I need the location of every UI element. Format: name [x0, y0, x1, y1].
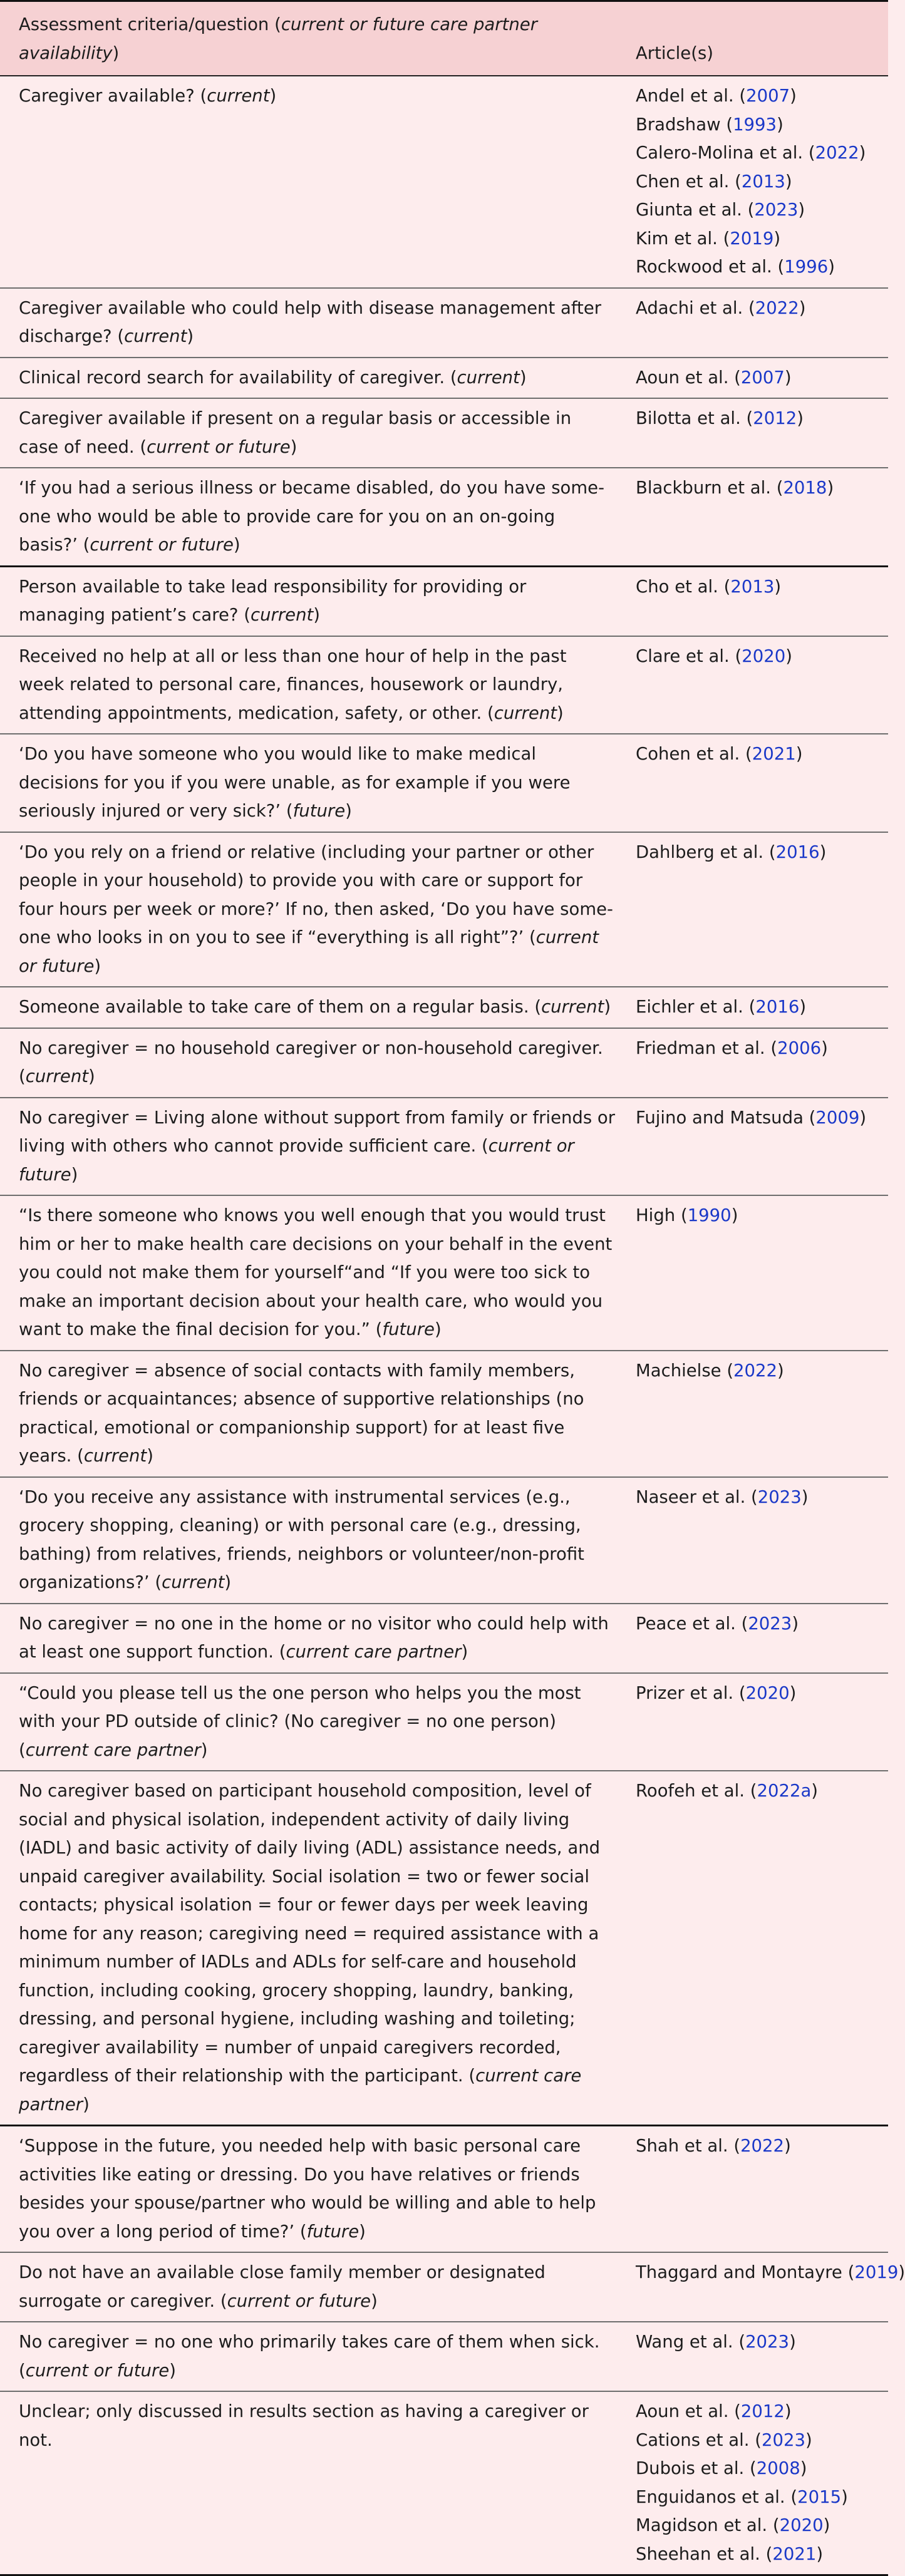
criteria-availability-tag: current care partner	[25, 1739, 201, 1760]
criteria-text: No caregiver = Living alone without support from family or friends or living with others who cannot provide sufficient care. (	[19, 1107, 616, 1156]
criteria-availability-tag: current or future	[147, 436, 291, 457]
article-close-paren: )	[819, 842, 827, 862]
article-authors: Bradshaw (	[636, 114, 733, 135]
article-close-paren: )	[821, 1038, 828, 1058]
criteria-text: )	[313, 605, 321, 625]
article-authors: Adachi et al. (	[636, 297, 755, 318]
article-authors: Kim et al. (	[636, 228, 730, 249]
table-row	[0, 566, 888, 636]
criteria-availability-tag: future	[306, 2221, 359, 2242]
criteria-availability-tag: current or future	[227, 2290, 371, 2311]
article-citation	[636, 2540, 882, 2569]
criteria-availability-tag: current	[124, 326, 187, 346]
article-year-link[interactable]: 2018	[783, 478, 827, 498]
criteria-cell	[0, 1195, 628, 1351]
table-row	[0, 2126, 888, 2253]
criteria-cell	[0, 2391, 628, 2575]
articles-cell	[628, 987, 888, 1028]
article-citation	[636, 82, 882, 111]
criteria-text: )	[94, 956, 101, 976]
article-close-paren: )	[859, 143, 866, 163]
article-citation	[636, 2483, 882, 2512]
criteria-text: ‘Do you rely on a friend or relative (including your partner or other people in your household) to provide you with care or support for four hours per week or more?’ If no, then asked, ‘Do you have some-one who looks in on you to see if “everything is all right”?’ (	[19, 842, 613, 947]
articles-cell	[628, 566, 888, 636]
criteria-cell	[0, 566, 628, 636]
criteria-text: No caregiver = no household caregiver or non-household caregiver. (	[19, 1038, 603, 1086]
table-row	[0, 832, 888, 987]
criteria-text: Do not have an available close family member or designated surrogate or caregiver. (	[19, 2262, 546, 2311]
criteria-cell	[0, 1673, 628, 1771]
table-row	[0, 636, 888, 734]
criteria-cell	[0, 1028, 628, 1098]
article-close-paren: )	[785, 646, 792, 666]
article-year-link[interactable]: 2023	[745, 2332, 790, 2352]
criteria-cell	[0, 2252, 628, 2322]
article-authors: Enguidanos et al. (	[636, 2486, 798, 2507]
article-authors: Prizer et al. (	[636, 1682, 746, 1703]
criteria-text: Unclear; only discussed in results section as having a caregiver or not.	[19, 2401, 589, 2450]
criteria-availability-tag: current	[83, 1446, 147, 1466]
criteria-text: )	[233, 535, 240, 555]
criteria-cell	[0, 1477, 628, 1604]
articles-cell	[628, 1195, 888, 1351]
criteria-text: Someone available to take care of them on a regular basis. (	[19, 997, 542, 1017]
article-authors: Sheehan et al. (	[636, 2543, 773, 2564]
criteria-cell	[0, 468, 628, 566]
article-year-link[interactable]: 2007	[740, 367, 785, 388]
article-authors: Eichler et al. (	[636, 997, 756, 1017]
criteria-availability-tag: current	[457, 367, 520, 388]
article-citation	[636, 2259, 905, 2287]
criteria-column-header: Assessment criteria/question (current or future care partner availability)	[0, 1, 628, 76]
article-close-paren: )	[777, 114, 783, 135]
articles-cell	[628, 2252, 905, 2322]
article-close-paren: )	[784, 2401, 792, 2421]
article-close-paren: )	[785, 171, 792, 192]
articles-cell	[628, 1351, 888, 1477]
table-row	[0, 358, 888, 399]
article-year-link[interactable]: 2022a	[757, 1781, 812, 1801]
criteria-text: ‘Do you have someone who you would like to make medical decisions for you if you were unable, as for example if you were seriously injured or very sick?’ (	[19, 744, 571, 821]
article-year-link[interactable]: 2016	[775, 842, 820, 862]
article-authors: Peace et al. (	[636, 1613, 748, 1634]
article-citation	[636, 2426, 882, 2455]
criteria-text: )	[604, 997, 611, 1017]
article-close-paren: )	[795, 744, 803, 764]
article-year-link[interactable]: 2023	[748, 1613, 792, 1634]
article-year-link[interactable]: 2023	[757, 1486, 802, 1507]
table-row	[0, 734, 888, 832]
article-close-paren: )	[800, 2458, 807, 2478]
table-row	[0, 2252, 888, 2322]
articles-cell	[628, 1604, 888, 1673]
criteria-text: Caregiver available who could help with disease management after discharge? (	[19, 297, 602, 346]
criteria-cell	[0, 1604, 628, 1673]
criteria-text: Caregiver available if present on a regular basis or accessible in case of need. (	[19, 408, 572, 457]
articles-cell	[628, 1028, 888, 1098]
article-close-paren: )	[799, 997, 807, 1017]
table-row	[0, 1098, 888, 1196]
criteria-text: )	[71, 1164, 78, 1185]
criteria-availability-tag: current	[162, 1572, 225, 1592]
criteria-text: )	[269, 86, 277, 106]
criteria-availability-tag: current	[541, 997, 604, 1017]
articles-column-header: Article(s)	[628, 1, 888, 76]
article-close-paren: )	[789, 2332, 796, 2352]
table-row	[0, 1673, 888, 1771]
article-authors: Dahlberg et al. (	[636, 842, 776, 862]
article-close-paren: )	[798, 200, 805, 220]
table-row	[0, 1195, 888, 1351]
criteria-availability-tag: future	[382, 1319, 435, 1339]
articles-cell	[628, 2322, 888, 2391]
article-citation	[636, 196, 882, 225]
articles-cell	[628, 288, 888, 358]
article-year-link[interactable]: 2023	[754, 200, 799, 220]
criteria-cell	[0, 1098, 628, 1196]
article-authors: Bilotta et al. (	[636, 408, 753, 428]
criteria-cell	[0, 832, 628, 987]
article-authors: Cho et al. (	[636, 576, 731, 597]
article-year-link[interactable]: 1993	[733, 114, 777, 135]
article-citation	[636, 2132, 882, 2161]
table-row	[0, 468, 888, 566]
article-citation	[636, 139, 882, 168]
article-citation	[636, 111, 882, 140]
article-year-link[interactable]: 2019	[854, 2262, 899, 2282]
criteria-cell	[0, 636, 628, 734]
article-year-link[interactable]: 2020	[779, 2515, 824, 2535]
criteria-availability-tag: current	[494, 703, 557, 723]
article-citation	[636, 1679, 882, 1708]
article-citation	[636, 642, 882, 671]
article-authors: Aoun et al. (	[636, 2401, 741, 2421]
article-close-paren: )	[811, 1781, 819, 1801]
article-year-link[interactable]: 2020	[745, 1682, 790, 1703]
article-authors: Fujino and Matsuda (	[636, 1107, 816, 1128]
article-year-link[interactable]: 2022	[815, 143, 859, 163]
table-row	[0, 987, 888, 1028]
article-authors: Calero-Molina et al. (	[636, 143, 815, 163]
article-citation	[636, 2512, 882, 2540]
articles-cell	[628, 1771, 888, 2126]
table-header-row	[0, 1, 888, 76]
table-row	[0, 2322, 888, 2391]
article-citation	[636, 838, 882, 867]
article-authors: High (	[636, 1205, 688, 1225]
criteria-cell	[0, 734, 628, 832]
article-close-paren: )	[784, 2136, 791, 2156]
article-close-paren: )	[827, 478, 834, 498]
criteria-text: “Is there someone who knows you well enough that you would trust him or her to make health care decisions on your behalf in the event you could not make them for yourself“and “If you were too sick to make an important decision about your health care, who would you want to make the final decision for you.” (	[19, 1205, 613, 1339]
articles-cell	[628, 734, 888, 832]
articles-cell	[628, 398, 888, 468]
table-body	[0, 76, 905, 2575]
article-citation	[636, 2455, 882, 2483]
criteria-text: Caregiver available? (	[19, 86, 207, 106]
articles-cell	[628, 76, 888, 288]
article-close-paren: )	[828, 257, 835, 277]
criteria-availability-tag: current or future	[25, 2360, 170, 2381]
article-citation	[636, 1777, 882, 1806]
criteria-text: No caregiver = absence of social contacts with family members, friends or acquaintances; absence of supportive relationships (no practical, emotional or companionship support) for at least five years. (	[19, 1360, 584, 1466]
criteria-text: )	[519, 367, 527, 388]
article-year-link[interactable]: 2016	[755, 997, 800, 1017]
article-close-paren: )	[773, 228, 781, 249]
criteria-cell	[0, 1771, 628, 2126]
articles-cell	[628, 636, 888, 734]
article-citation	[636, 404, 882, 433]
article-citation	[636, 2398, 882, 2426]
article-citation	[636, 168, 882, 197]
article-close-paren: )	[797, 408, 804, 428]
criteria-text: ‘Do you receive any assistance with instrumental services (e.g., grocery shopping, cleaning) or with personal care (e.g., dressing, bathing) from relatives, friends, neighbors or volunteer/non-profit organizations?’ (	[19, 1486, 584, 1592]
article-citation	[636, 294, 882, 323]
articles-cell	[628, 358, 888, 399]
table-row	[0, 76, 888, 288]
article-authors: Clare et al. (	[636, 646, 742, 666]
criteria-text: )	[557, 703, 564, 723]
table-row	[0, 2391, 888, 2575]
table-row	[0, 1604, 888, 1673]
criteria-availability-tag: future	[292, 801, 346, 821]
article-authors: Wang et al. (	[636, 2332, 746, 2352]
criteria-text: )	[345, 801, 352, 821]
criteria-cell	[0, 1351, 628, 1477]
article-close-paren: )	[799, 297, 806, 318]
articles-cell	[628, 832, 888, 987]
table-row	[0, 1028, 888, 1098]
article-citation	[636, 1202, 882, 1230]
article-citation	[636, 573, 882, 602]
criteria-cell	[0, 288, 628, 358]
article-close-paren: )	[816, 2543, 824, 2564]
criteria-availability-tag: current or future	[19, 1136, 574, 1185]
article-year-link[interactable]: 2006	[777, 1038, 822, 1058]
criteria-text: )	[224, 1572, 232, 1592]
table-row	[0, 288, 888, 358]
criteria-text: )	[290, 436, 297, 457]
criteria-availability-tag: current	[207, 86, 270, 106]
article-year-link[interactable]: 2009	[815, 1107, 860, 1128]
article-year-link[interactable]: 2023	[761, 2429, 805, 2450]
criteria-text: )	[83, 2094, 90, 2115]
criteria-text: )	[169, 2360, 176, 2381]
article-citation	[636, 1034, 882, 1063]
criteria-text: )	[187, 326, 194, 346]
article-authors: Cohen et al. (	[636, 744, 752, 764]
article-authors: Aoun et al. (	[636, 367, 741, 388]
criteria-text: )	[434, 1319, 442, 1339]
criteria-cell	[0, 76, 628, 288]
criteria-text: Clinical record search for availability of caregiver. (	[19, 367, 457, 388]
criteria-availability-tag: current	[25, 1066, 89, 1086]
article-authors: Blackburn et al. (	[636, 478, 783, 498]
criteria-availability-tag: current or future	[19, 927, 599, 976]
article-year-link[interactable]: 2022	[740, 2136, 785, 2156]
criteria-text: No caregiver based on participant household composition, level of social and physical isolation, independent activity of daily living (IADL) and basic activity of daily living (ADL) assistance needs, and unpaid caregiver availability. Social isolation = two or fewer social contacts; physical isolation = four or fewer days per week leaving home for any reason; caregiving need = required assistance with a minimum number of IADLs and ADLs for self-care and household function, including cooking, grocery shopping, laundry, banking, dressing, and personal hygiene, including washing and toileting; caregiver availability = number of unpaid caregivers recorded, regardless of their relationship with the participant. (	[19, 1781, 601, 2086]
criteria-availability-tag: current or future	[90, 535, 234, 555]
articles-cell	[628, 2126, 888, 2253]
criteria-cell	[0, 2126, 628, 2253]
criteria-text: )	[461, 1642, 468, 1662]
article-close-paren: )	[841, 2486, 848, 2507]
criteria-availability-tag: current care partner	[286, 1642, 462, 1662]
article-year-link[interactable]: 2012	[753, 408, 797, 428]
articles-cell	[628, 1673, 888, 1771]
article-citation	[636, 993, 882, 1022]
article-year-link[interactable]: 2013	[741, 171, 785, 192]
articles-cell	[628, 468, 888, 566]
article-close-paren: )	[792, 1613, 799, 1634]
criteria-cell	[0, 358, 628, 399]
article-close-paren: )	[790, 86, 797, 106]
article-year-link[interactable]: 2019	[730, 228, 774, 249]
article-year-link[interactable]: 2008	[756, 2458, 800, 2478]
criteria-text: ‘Suppose in the future, you needed help with basic personal care activities like eating or dressing. Do you have relatives or friends besides your spouse/partner who would be willing and able to help you over a long period of time?’ (	[19, 2136, 596, 2242]
article-citation	[636, 253, 882, 282]
criteria-text: )	[147, 1446, 153, 1466]
articles-cell	[628, 1098, 888, 1196]
article-close-paren: )	[731, 1205, 738, 1225]
articles-cell	[628, 1477, 888, 1604]
article-year-link[interactable]: 2012	[740, 2401, 785, 2421]
criteria-availability-tag: current	[250, 605, 314, 625]
criteria-availability-tag: current care partner	[19, 2066, 582, 2115]
article-close-paren: )	[898, 2262, 905, 2282]
article-close-paren: )	[777, 1360, 784, 1381]
article-close-paren: )	[823, 2515, 830, 2535]
article-citation	[636, 740, 882, 769]
article-citation	[636, 364, 882, 393]
criteria-text: ‘If you had a serious illness or became disabled, do you have some-one who would be able to provide care for you on an on-going basis?’ (	[19, 478, 604, 555]
article-citation	[636, 1483, 882, 1512]
article-year-link[interactable]: 2007	[746, 86, 790, 106]
criteria-cell	[0, 987, 628, 1028]
table-row	[0, 1771, 888, 2126]
criteria-text: No caregiver = no one who primarily takes care of them when sick. (	[19, 2332, 600, 2381]
article-year-link[interactable]: 2022	[733, 1360, 778, 1381]
article-citation	[636, 225, 882, 254]
table-row	[0, 398, 888, 468]
article-authors: Shah et al. (	[636, 2136, 741, 2156]
article-year-link[interactable]: 2021	[752, 744, 796, 764]
article-citation	[636, 2328, 882, 2357]
article-authors: Rockwood et al. (	[636, 257, 785, 277]
article-authors: Chen et al. (	[636, 171, 742, 192]
article-authors: Magidson et al. (	[636, 2515, 780, 2535]
criteria-cell	[0, 2322, 628, 2391]
article-citation	[636, 1610, 882, 1639]
articles-cell	[628, 2391, 888, 2575]
article-year-link[interactable]: 2015	[797, 2486, 842, 2507]
article-year-link[interactable]: 2013	[730, 576, 775, 597]
criteria-text: Received no help at all or less than one hour of help in the past week related to personal care, finances, housework or laundry, attending appointments, medication, safety, or other. (	[19, 646, 567, 723]
table-row	[0, 1477, 888, 1604]
article-authors: Roofeh et al. (	[636, 1781, 757, 1801]
criteria-text: )	[88, 1066, 95, 1086]
article-close-paren: )	[789, 1682, 797, 1703]
article-close-paren: )	[774, 576, 782, 597]
criteria-cell	[0, 398, 628, 468]
criteria-text: “Could you please tell us the one person who helps you the most with your PD outside of clinic? (No caregiver = no one person) (	[19, 1682, 581, 1760]
article-authors: Naseer et al. (	[636, 1486, 758, 1507]
article-authors: Andel et al. (	[636, 86, 747, 106]
article-close-paren: )	[859, 1107, 867, 1128]
article-authors: Friedman et al. (	[636, 1038, 778, 1058]
article-authors: Giunta et al. (	[636, 200, 755, 220]
criteria-text: Person available to take lead responsibility for providing or managing patient’s care? (	[19, 576, 527, 625]
criteria-text: )	[359, 2221, 366, 2242]
article-close-paren: )	[784, 367, 792, 388]
article-citation	[636, 1104, 882, 1133]
table-row	[0, 1351, 888, 1477]
criteria-text: )	[371, 2290, 378, 2311]
article-close-paren: )	[805, 2429, 812, 2450]
article-citation	[636, 1357, 882, 1386]
article-year-link[interactable]: 2022	[755, 297, 799, 318]
article-year-link[interactable]: 2020	[742, 646, 786, 666]
article-close-paren: )	[801, 1486, 809, 1507]
article-authors: Dubois et al. (	[636, 2458, 757, 2478]
article-year-link[interactable]: 2021	[772, 2543, 817, 2564]
article-year-link[interactable]: 1996	[784, 257, 829, 277]
criteria-text: No caregiver = no one in the home or no visitor who could help with at least one support function. (	[19, 1613, 609, 1662]
article-citation	[636, 474, 882, 503]
article-year-link[interactable]: 1990	[687, 1205, 732, 1225]
criteria-text: )	[200, 1739, 208, 1760]
article-authors: Thaggard and Montayre (	[636, 2262, 855, 2282]
article-authors: Cations et al. (	[636, 2429, 762, 2450]
article-authors: Machielse (	[636, 1360, 734, 1381]
